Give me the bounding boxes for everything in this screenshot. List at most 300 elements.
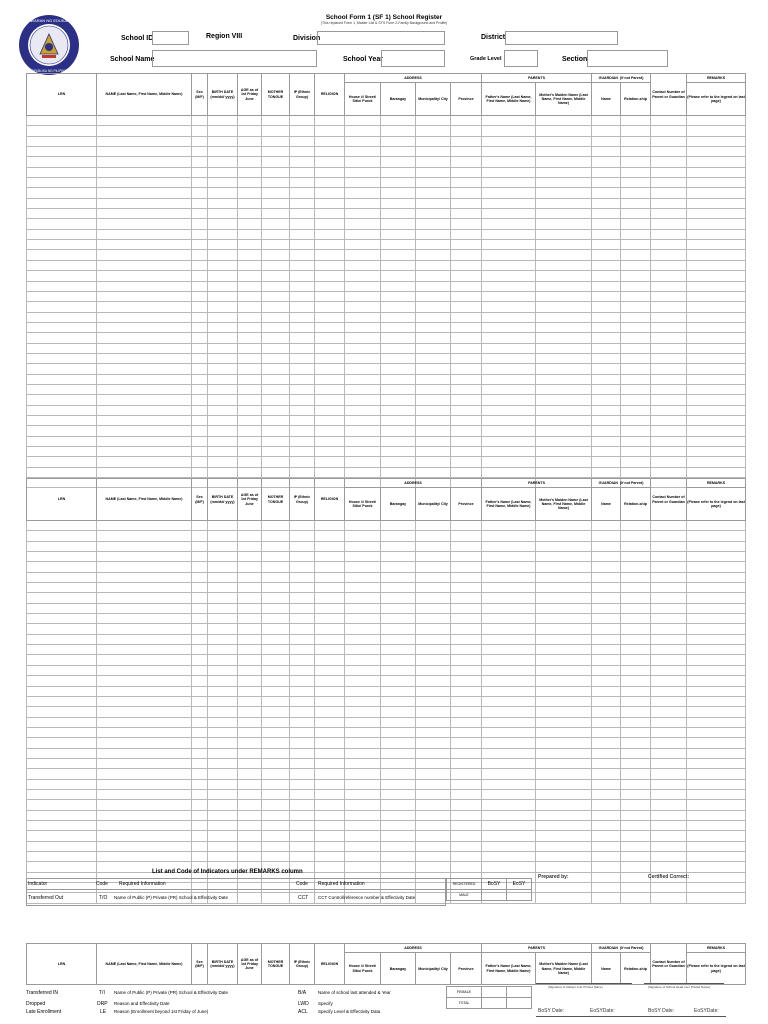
table-cell[interactable]: [27, 614, 97, 624]
table-cell[interactable]: [451, 405, 482, 415]
table-cell[interactable]: [482, 531, 536, 541]
table-cell[interactable]: [592, 603, 621, 613]
table-cell[interactable]: [208, 717, 238, 727]
table-cell[interactable]: [192, 116, 208, 126]
table-cell[interactable]: [621, 322, 651, 332]
table-cell[interactable]: [482, 665, 536, 675]
table-cell[interactable]: [262, 219, 290, 229]
table-cell[interactable]: [208, 831, 238, 841]
table-cell[interactable]: [290, 614, 315, 624]
table-cell[interactable]: [651, 665, 687, 675]
table-cell[interactable]: [27, 198, 97, 208]
table-cell[interactable]: [192, 686, 208, 696]
table-cell[interactable]: [621, 126, 651, 136]
table-cell[interactable]: [208, 541, 238, 551]
table-cell[interactable]: [27, 603, 97, 613]
table-cell[interactable]: [416, 116, 451, 126]
table-cell[interactable]: [451, 696, 482, 706]
table-cell[interactable]: [238, 572, 262, 582]
table-cell[interactable]: [536, 769, 592, 779]
table-cell[interactable]: [345, 260, 381, 270]
table-cell[interactable]: [315, 126, 345, 136]
table-cell[interactable]: [27, 810, 97, 820]
table-cell[interactable]: [192, 343, 208, 353]
table-cell[interactable]: [97, 343, 192, 353]
table-cell[interactable]: [97, 521, 192, 531]
table-cell[interactable]: [238, 229, 262, 239]
table-cell[interactable]: [651, 531, 687, 541]
table-cell[interactable]: [621, 893, 651, 903]
table-cell[interactable]: [238, 779, 262, 789]
table-cell[interactable]: [651, 116, 687, 126]
table-cell[interactable]: [208, 614, 238, 624]
table-cell[interactable]: [192, 467, 208, 477]
table-cell[interactable]: [290, 624, 315, 634]
table-cell[interactable]: [416, 147, 451, 157]
table-cell[interactable]: [345, 541, 381, 551]
table-cell[interactable]: [482, 831, 536, 841]
table-cell[interactable]: [536, 789, 592, 799]
table-cell[interactable]: [416, 260, 451, 270]
table-cell[interactable]: [621, 260, 651, 270]
table-cell[interactable]: [536, 405, 592, 415]
table-cell[interactable]: [687, 738, 746, 748]
table-cell[interactable]: [592, 405, 621, 415]
table-cell[interactable]: [345, 447, 381, 457]
table-cell[interactable]: [536, 395, 592, 405]
table-cell[interactable]: [651, 862, 687, 872]
table-cell[interactable]: [451, 707, 482, 717]
table-cell[interactable]: [345, 322, 381, 332]
table-cell[interactable]: [208, 707, 238, 717]
table-cell[interactable]: [208, 116, 238, 126]
table-cell[interactable]: [315, 810, 345, 820]
table-cell[interactable]: [687, 302, 746, 312]
table-cell[interactable]: [208, 758, 238, 768]
table-cell[interactable]: [345, 188, 381, 198]
table-cell[interactable]: [192, 769, 208, 779]
table-cell[interactable]: [621, 457, 651, 467]
table-cell[interactable]: [651, 436, 687, 446]
table-cell[interactable]: [687, 872, 746, 882]
table-cell[interactable]: [315, 457, 345, 467]
table-cell[interactable]: [381, 405, 416, 415]
table-cell[interactable]: [482, 562, 536, 572]
table-cell[interactable]: [262, 147, 290, 157]
table-cell[interactable]: [345, 415, 381, 425]
table-cell[interactable]: [592, 634, 621, 644]
table-cell[interactable]: [208, 374, 238, 384]
table-cell[interactable]: [451, 147, 482, 157]
table-cell[interactable]: [27, 676, 97, 686]
table-cell[interactable]: [381, 572, 416, 582]
table-cell[interactable]: [687, 250, 746, 260]
table-cell[interactable]: [687, 893, 746, 903]
table-cell[interactable]: [482, 696, 536, 706]
school-id-field[interactable]: [152, 31, 189, 45]
table-cell[interactable]: [238, 281, 262, 291]
table-cell[interactable]: [208, 552, 238, 562]
table-cell[interactable]: [192, 738, 208, 748]
table-cell[interactable]: [97, 738, 192, 748]
table-cell[interactable]: [97, 717, 192, 727]
table-cell[interactable]: [238, 116, 262, 126]
table-cell[interactable]: [192, 624, 208, 634]
table-cell[interactable]: [262, 302, 290, 312]
table-cell[interactable]: [651, 405, 687, 415]
table-cell[interactable]: [315, 593, 345, 603]
table-cell[interactable]: [315, 521, 345, 531]
table-cell[interactable]: [451, 862, 482, 872]
table-cell[interactable]: [208, 562, 238, 572]
table-cell[interactable]: [262, 717, 290, 727]
table-cell[interactable]: [97, 810, 192, 820]
table-cell[interactable]: [651, 364, 687, 374]
table-cell[interactable]: [536, 758, 592, 768]
table-cell[interactable]: [651, 634, 687, 644]
table-cell[interactable]: [238, 219, 262, 229]
table-cell[interactable]: [290, 810, 315, 820]
table-cell[interactable]: [345, 748, 381, 758]
table-cell[interactable]: [192, 593, 208, 603]
table-cell[interactable]: [27, 831, 97, 841]
table-cell[interactable]: [451, 384, 482, 394]
table-cell[interactable]: [192, 696, 208, 706]
table-cell[interactable]: [315, 178, 345, 188]
table-cell[interactable]: [592, 447, 621, 457]
table-cell[interactable]: [262, 281, 290, 291]
table-cell[interactable]: [536, 665, 592, 675]
table-cell[interactable]: [621, 281, 651, 291]
table-cell[interactable]: [208, 198, 238, 208]
table-cell[interactable]: [345, 769, 381, 779]
table-cell[interactable]: [687, 634, 746, 644]
table-cell[interactable]: [651, 467, 687, 477]
table-cell[interactable]: [651, 343, 687, 353]
table-cell[interactable]: [651, 717, 687, 727]
table-cell[interactable]: [651, 572, 687, 582]
table-cell[interactable]: [592, 415, 621, 425]
table-cell[interactable]: [482, 353, 536, 363]
table-cell[interactable]: [651, 126, 687, 136]
table-cell[interactable]: [651, 893, 687, 903]
table-cell[interactable]: [345, 676, 381, 686]
table-cell[interactable]: [192, 748, 208, 758]
table-cell[interactable]: [208, 415, 238, 425]
table-cell[interactable]: [27, 188, 97, 198]
table-cell[interactable]: [416, 302, 451, 312]
table-cell[interactable]: [238, 250, 262, 260]
table-cell[interactable]: [592, 789, 621, 799]
table-cell[interactable]: [536, 634, 592, 644]
table-cell[interactable]: [651, 157, 687, 167]
table-cell[interactable]: [651, 676, 687, 686]
table-cell[interactable]: [621, 883, 651, 893]
table-cell[interactable]: [536, 147, 592, 157]
table-cell[interactable]: [592, 779, 621, 789]
table-cell[interactable]: [687, 583, 746, 593]
table-cell[interactable]: [345, 384, 381, 394]
table-cell[interactable]: [315, 415, 345, 425]
table-cell[interactable]: [27, 333, 97, 343]
table-cell[interactable]: [592, 831, 621, 841]
table-cell[interactable]: [381, 531, 416, 541]
table-cell[interactable]: [97, 562, 192, 572]
table-cell[interactable]: [621, 872, 651, 882]
table-cell[interactable]: [536, 167, 592, 177]
summary-female-bosy[interactable]: [482, 987, 507, 998]
table-cell[interactable]: [416, 717, 451, 727]
table-cell[interactable]: [290, 426, 315, 436]
table-cell[interactable]: [262, 240, 290, 250]
table-cell[interactable]: [27, 436, 97, 446]
table-cell[interactable]: [621, 521, 651, 531]
table-cell[interactable]: [687, 831, 746, 841]
table-cell[interactable]: [592, 562, 621, 572]
table-cell[interactable]: [416, 748, 451, 758]
table-cell[interactable]: [651, 426, 687, 436]
table-cell[interactable]: [381, 395, 416, 405]
table-cell[interactable]: [536, 229, 592, 239]
table-cell[interactable]: [482, 521, 536, 531]
table-cell[interactable]: [592, 209, 621, 219]
table-cell[interactable]: [262, 552, 290, 562]
table-cell[interactable]: [451, 447, 482, 457]
table-cell[interactable]: [536, 738, 592, 748]
table-cell[interactable]: [536, 260, 592, 270]
table-cell[interactable]: [651, 852, 687, 862]
table-cell[interactable]: [687, 157, 746, 167]
table-cell[interactable]: [345, 167, 381, 177]
table-cell[interactable]: [192, 562, 208, 572]
table-cell[interactable]: [27, 302, 97, 312]
table-cell[interactable]: [536, 779, 592, 789]
table-cell[interactable]: [27, 322, 97, 332]
table-cell[interactable]: [27, 541, 97, 551]
table-cell[interactable]: [651, 322, 687, 332]
table-cell[interactable]: [97, 531, 192, 541]
table-cell[interactable]: [345, 603, 381, 613]
table-cell[interactable]: [621, 136, 651, 146]
table-cell[interactable]: [290, 322, 315, 332]
table-cell[interactable]: [621, 312, 651, 322]
table-cell[interactable]: [687, 333, 746, 343]
table-cell[interactable]: [192, 831, 208, 841]
table-cell[interactable]: [416, 727, 451, 737]
school-name-field[interactable]: [152, 50, 317, 67]
table-cell[interactable]: [687, 147, 746, 157]
table-cell[interactable]: [97, 696, 192, 706]
table-cell[interactable]: [238, 624, 262, 634]
table-cell[interactable]: [290, 229, 315, 239]
table-cell[interactable]: [238, 831, 262, 841]
table-cell[interactable]: [416, 405, 451, 415]
table-cell[interactable]: [290, 562, 315, 572]
table-cell[interactable]: [290, 789, 315, 799]
table-cell[interactable]: [192, 541, 208, 551]
table-cell[interactable]: [651, 229, 687, 239]
table-cell[interactable]: [290, 343, 315, 353]
table-cell[interactable]: [97, 405, 192, 415]
table-cell[interactable]: [451, 291, 482, 301]
table-cell[interactable]: [27, 405, 97, 415]
table-cell[interactable]: [97, 167, 192, 177]
table-cell[interactable]: [192, 717, 208, 727]
table-cell[interactable]: [208, 624, 238, 634]
table-cell[interactable]: [687, 219, 746, 229]
table-cell[interactable]: [536, 302, 592, 312]
table-cell[interactable]: [451, 800, 482, 810]
table-cell[interactable]: [687, 552, 746, 562]
table-cell[interactable]: [262, 655, 290, 665]
table-cell[interactable]: [238, 374, 262, 384]
table-cell[interactable]: [290, 126, 315, 136]
table-cell[interactable]: [687, 572, 746, 582]
table-cell[interactable]: [651, 624, 687, 634]
table-cell[interactable]: [621, 167, 651, 177]
table-cell[interactable]: [192, 291, 208, 301]
table-cell[interactable]: [345, 271, 381, 281]
table-cell[interactable]: [651, 281, 687, 291]
table-cell[interactable]: [238, 436, 262, 446]
table-cell[interactable]: [651, 167, 687, 177]
table-cell[interactable]: [97, 147, 192, 157]
table-cell[interactable]: [687, 229, 746, 239]
table-cell[interactable]: [208, 665, 238, 675]
table-cell[interactable]: [27, 696, 97, 706]
table-cell[interactable]: [592, 312, 621, 322]
table-cell[interactable]: [262, 405, 290, 415]
table-cell[interactable]: [238, 405, 262, 415]
table-cell[interactable]: [416, 665, 451, 675]
table-cell[interactable]: [381, 810, 416, 820]
table-cell[interactable]: [482, 686, 536, 696]
table-cell[interactable]: [97, 467, 192, 477]
table-cell[interactable]: [687, 748, 746, 758]
table-cell[interactable]: [315, 831, 345, 841]
table-cell[interactable]: [621, 769, 651, 779]
table-cell[interactable]: [315, 676, 345, 686]
table-cell[interactable]: [192, 333, 208, 343]
table-cell[interactable]: [482, 457, 536, 467]
table-cell[interactable]: [208, 447, 238, 457]
table-cell[interactable]: [208, 645, 238, 655]
table-cell[interactable]: [290, 696, 315, 706]
table-cell[interactable]: [97, 769, 192, 779]
table-cell[interactable]: [381, 800, 416, 810]
table-cell[interactable]: [262, 291, 290, 301]
table-cell[interactable]: [592, 655, 621, 665]
table-cell[interactable]: [290, 572, 315, 582]
table-cell[interactable]: [208, 188, 238, 198]
table-cell[interactable]: [687, 624, 746, 634]
table-cell[interactable]: [416, 343, 451, 353]
table-cell[interactable]: [290, 250, 315, 260]
table-cell[interactable]: [381, 343, 416, 353]
table-cell[interactable]: [416, 322, 451, 332]
table-cell[interactable]: [416, 614, 451, 624]
table-cell[interactable]: [315, 198, 345, 208]
table-cell[interactable]: [315, 820, 345, 830]
table-cell[interactable]: [27, 415, 97, 425]
table-cell[interactable]: [592, 291, 621, 301]
table-cell[interactable]: [315, 384, 345, 394]
table-cell[interactable]: [262, 727, 290, 737]
table-cell[interactable]: [290, 395, 315, 405]
table-cell[interactable]: [592, 364, 621, 374]
table-cell[interactable]: [651, 178, 687, 188]
table-cell[interactable]: [592, 665, 621, 675]
table-cell[interactable]: [238, 800, 262, 810]
table-cell[interactable]: [208, 250, 238, 260]
table-cell[interactable]: [451, 831, 482, 841]
table-cell[interactable]: [381, 717, 416, 727]
table-cell[interactable]: [592, 343, 621, 353]
table-cell[interactable]: [482, 841, 536, 851]
table-cell[interactable]: [208, 229, 238, 239]
table-cell[interactable]: [27, 727, 97, 737]
table-cell[interactable]: [208, 789, 238, 799]
table-cell[interactable]: [536, 800, 592, 810]
table-cell[interactable]: [290, 769, 315, 779]
table-cell[interactable]: [192, 758, 208, 768]
table-cell[interactable]: [651, 271, 687, 281]
table-cell[interactable]: [262, 541, 290, 551]
table-cell[interactable]: [536, 116, 592, 126]
table-cell[interactable]: [621, 572, 651, 582]
table-cell[interactable]: [416, 655, 451, 665]
table-cell[interactable]: [290, 686, 315, 696]
table-cell[interactable]: [451, 229, 482, 239]
table-cell[interactable]: [482, 583, 536, 593]
table-cell[interactable]: [536, 707, 592, 717]
table-cell[interactable]: [416, 852, 451, 862]
table-cell[interactable]: [262, 364, 290, 374]
table-cell[interactable]: [621, 738, 651, 748]
table-cell[interactable]: [345, 240, 381, 250]
table-cell[interactable]: [381, 645, 416, 655]
table-cell[interactable]: [290, 147, 315, 157]
table-cell[interactable]: [27, 384, 97, 394]
table-cell[interactable]: [345, 521, 381, 531]
table-cell[interactable]: [290, 353, 315, 363]
table-cell[interactable]: [192, 447, 208, 457]
table-cell[interactable]: [315, 188, 345, 198]
table-cell[interactable]: [381, 188, 416, 198]
table-cell[interactable]: [27, 229, 97, 239]
table-cell[interactable]: [621, 271, 651, 281]
table-cell[interactable]: [592, 893, 621, 903]
table-cell[interactable]: [381, 655, 416, 665]
table-cell[interactable]: [416, 686, 451, 696]
table-cell[interactable]: [536, 322, 592, 332]
table-cell[interactable]: [27, 593, 97, 603]
table-cell[interactable]: [451, 655, 482, 665]
table-cell[interactable]: [345, 405, 381, 415]
table-cell[interactable]: [536, 198, 592, 208]
table-cell[interactable]: [315, 696, 345, 706]
table-cell[interactable]: [651, 883, 687, 893]
table-cell[interactable]: [290, 676, 315, 686]
table-cell[interactable]: [621, 333, 651, 343]
table-cell[interactable]: [451, 789, 482, 799]
table-cell[interactable]: [536, 364, 592, 374]
table-cell[interactable]: [97, 593, 192, 603]
table-cell[interactable]: [592, 147, 621, 157]
table-cell[interactable]: [482, 624, 536, 634]
table-cell[interactable]: [536, 603, 592, 613]
table-cell[interactable]: [416, 126, 451, 136]
